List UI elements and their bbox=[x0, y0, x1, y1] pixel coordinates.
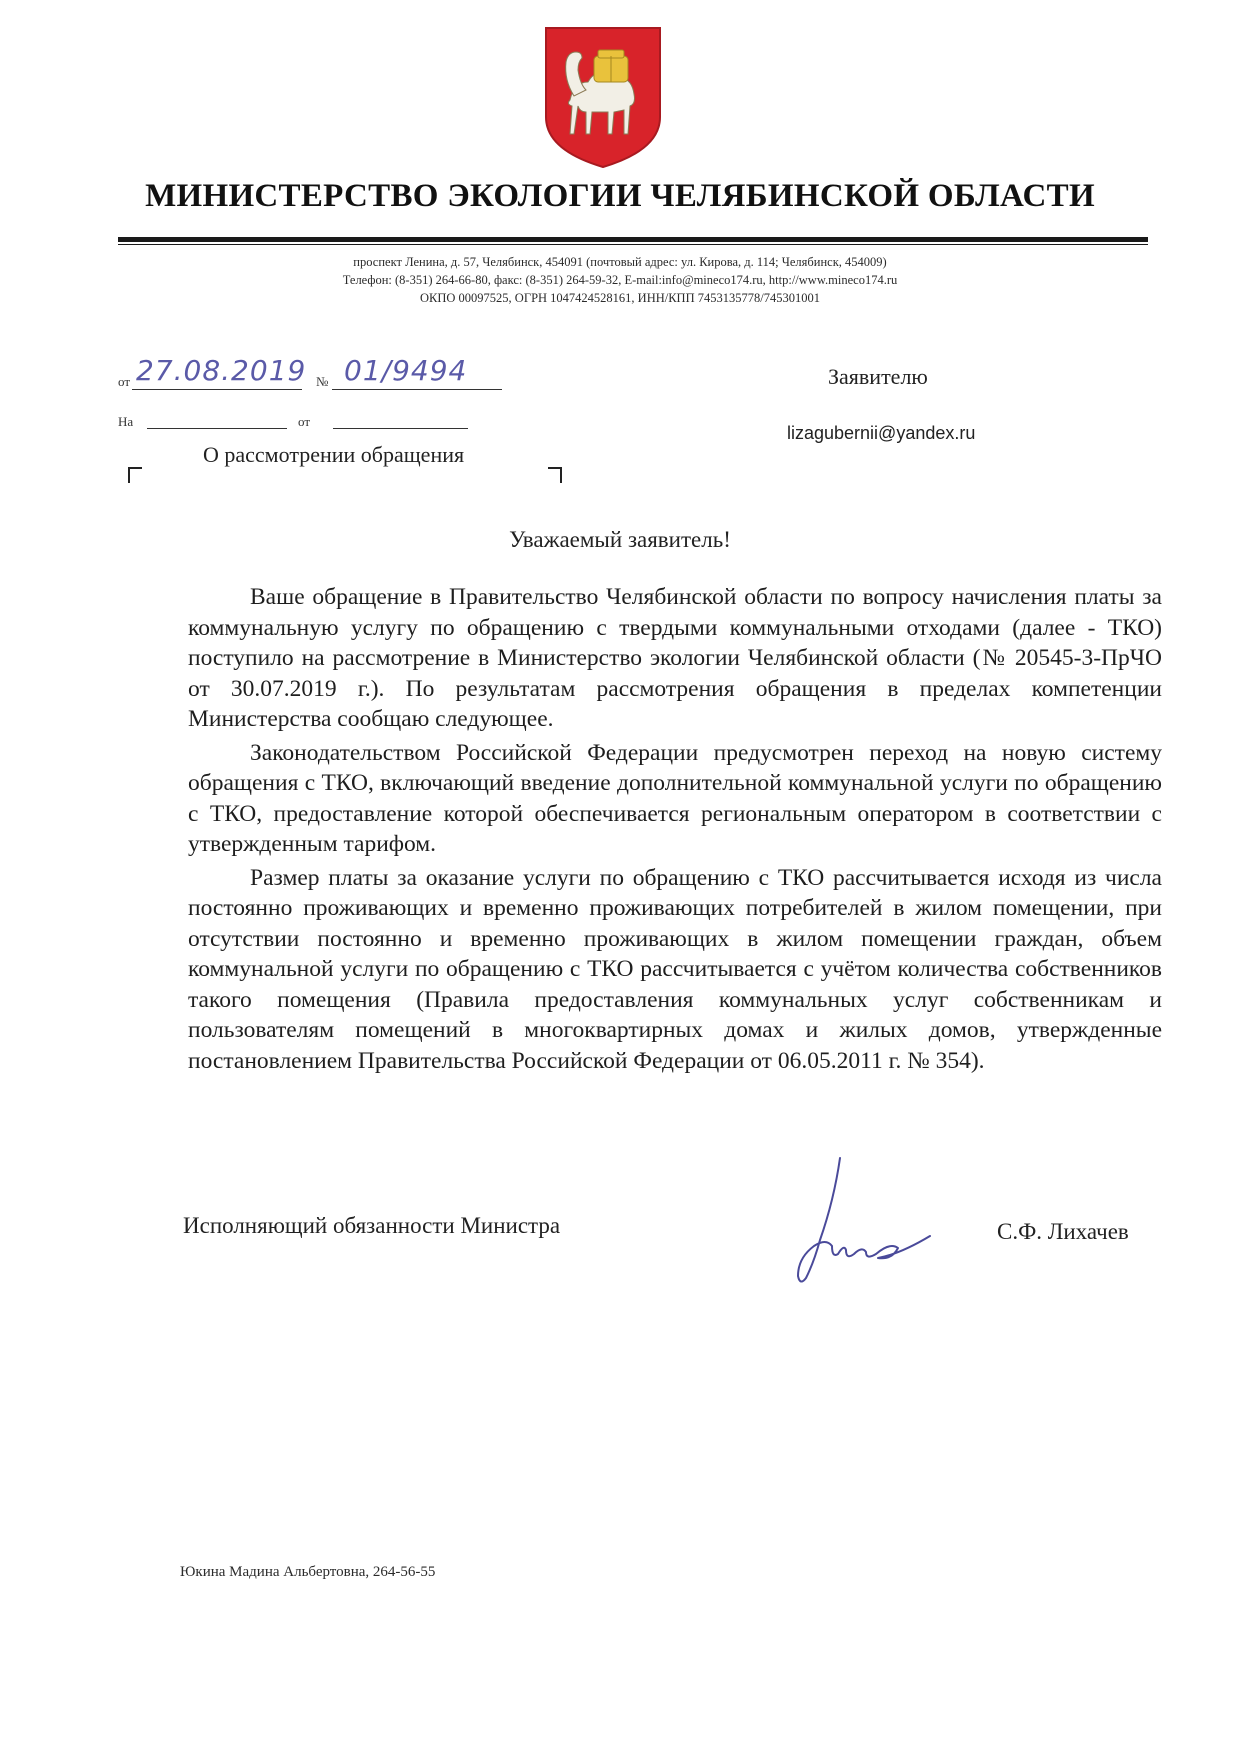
subject-bracket-left bbox=[128, 467, 142, 483]
body-paragraph-1: Ваше обращение в Правительство Челябинской области по вопросу начисления платы за коммунальную услугу по обращению с твердыми коммунальными отходами (далее - ТКО) поступило на рассмотрение в Министерство экологии Челябинской области (№ 20545-3-ПрЧО от 30.07.2019 г.). По результатам рассмотрения обращения в пределах компетенции Министерства сообщаю следующее. bbox=[188, 584, 1162, 732]
date-underline bbox=[132, 389, 302, 390]
addressee-label: Заявителю bbox=[828, 364, 928, 389]
coat-of-arms-icon bbox=[540, 22, 666, 172]
signatory-role: Исполняющий обязанности Министра bbox=[183, 1213, 561, 1238]
reply-date-underline bbox=[333, 428, 468, 429]
handwritten-number: 01/9494 bbox=[344, 354, 468, 387]
ministry-title: МИНИСТЕРСТВО ЭКОЛОГИИ ЧЕЛЯБИНСКОЙ ОБЛАСТИ bbox=[145, 178, 1095, 214]
handwritten-signature-icon bbox=[780, 1150, 940, 1290]
contact-phone: Телефон: (8-351) 264-66-80, факс: (8-351) 264-59-32, E-mail:info@mineco174.ru, http://www.mineco174.ru bbox=[342, 273, 898, 287]
executor-contact: Юкина Мадина Альбертовна, 264-56-55 bbox=[180, 1564, 436, 1580]
body-paragraph-3: Размер платы за оказание услуги по обращению с ТКО рассчитывается исходя из числа постоянно проживающих и временно проживающих потребителей в жилом помещении, при отсутствии постоянно и временно проживающих в жилом помещении граждан, объем коммунальной услуги по обращению с ТКО рассчитывается с учётом количества собственников такого помещения (Правила предоставления коммунальных услуг собственникам и пользователям помещений в многоквартирных домах и жилых домов, утвержденные постановлением Правительства Российской Федерации от 06.05.2011 г. № 354). bbox=[188, 864, 1162, 1074]
signatory-name: С.Ф. Лихачев bbox=[997, 1219, 1129, 1244]
reply-to-underline bbox=[147, 428, 287, 429]
reply-to-label: На bbox=[118, 414, 134, 429]
contact-address: проспект Ленина, д. 57, Челябинск, 454091 (почтовый адрес: ул. Кирова, д. 114; Челябинск, 454009) bbox=[353, 255, 887, 269]
contact-registry-codes: ОКПО 00097525, ОГРН 1047424528161, ИНН/КПП 7453135778/745301001 bbox=[420, 291, 820, 305]
reply-date-label: от bbox=[298, 414, 311, 429]
header-rule-thin bbox=[118, 244, 1148, 245]
letter-subject: О рассмотрении обращения bbox=[203, 442, 465, 467]
addressee-email: lizagubernii@yandex.ru bbox=[787, 423, 976, 443]
subject-bracket-right bbox=[548, 467, 562, 483]
handwritten-date: 27.08.2019 bbox=[136, 354, 307, 387]
body-paragraph-2: Законодательством Российской Федерации предусмотрен переход на новую систему обращения с ТКО, включающий введение дополнительной коммунальной услуги по обращению с ТКО, предоставление которой обеспечивается региональным оператором в соответствии с утвержденным тарифом. bbox=[188, 739, 1162, 857]
number-underline bbox=[332, 389, 502, 390]
letter-body bbox=[188, 582, 1162, 1076]
header-rule bbox=[118, 237, 1148, 242]
date-label: от bbox=[118, 374, 131, 389]
greeting: Уважаемый заявитель! bbox=[509, 527, 731, 552]
number-label: № bbox=[316, 374, 329, 389]
